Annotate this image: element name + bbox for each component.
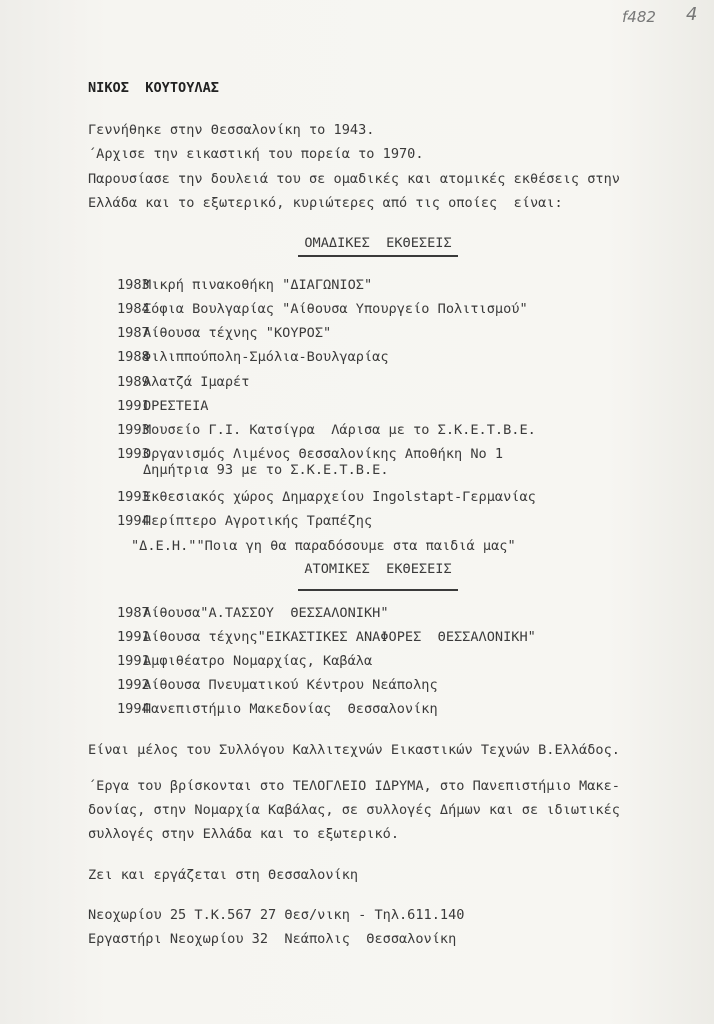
group-heading-underline: [298, 255, 458, 257]
exhibition-venue: Εκθεσιακός χώρος Δημαρχείου Ingolstapt-Γερμανίας: [143, 489, 536, 505]
intro-line: ΄Αρχισε την εικαστική του πορεία το 1970.: [88, 146, 424, 162]
exhibition-venue: Αμφιθέατρο Νομαρχίας, Καβάλα: [143, 653, 373, 669]
exhibition-venue: Σόφια Βουλγαρίας "Αίθουσα Υπουργείο Πολιτισμού": [143, 301, 528, 317]
exhibition-venue-continued: Δημήτρια 93 με το Σ.Κ.Ε.Τ.Β.Ε.: [143, 462, 389, 478]
handwritten-page-number: 4: [686, 4, 698, 25]
exhibition-venue: ΟΡΕΣΤΕΙΑ: [143, 398, 209, 414]
exhibition-year: 1992: [117, 677, 150, 693]
studio-address-line: Εργαστήρι Νεοχωρίου 32 Νεάπολις Θεσσαλονίκη: [88, 931, 457, 947]
exhibition-venue: Πανεπιστήμιο Μακεδονίας Θεσσαλονίκη: [143, 701, 438, 717]
group-heading: ΟΜΑΔΙΚΕΣ ΕΚΘΕΣΕΙΣ: [304, 235, 452, 251]
membership-line: Είναι μέλος του Συλλόγου Καλλιτεχνών Εικαστικών Τεχνών Β.Ελλάδος.: [88, 742, 620, 758]
exhibition-year: 1994: [117, 513, 150, 529]
works-line: δονίας, στην Νομαρχία Καβάλας, σε συλλογές Δήμων και σε ιδιωτικές: [88, 802, 620, 818]
exhibition-venue: Αίθουσα τέχνης "ΚΟΥΡΟΣ": [143, 325, 332, 341]
exhibition-year: 1989: [117, 374, 150, 390]
exhibition-year: 1988: [117, 349, 150, 365]
intro-line: Γεννήθηκε στην Θεσσαλονίκη το 1943.: [88, 122, 375, 138]
works-line: ΄Εργα του βρίσκονται στο ΤΕΛΟΓΛΕΙΟ ΙΔΡΥΜΑ, στο Πανεπιστήμιο Μακε-: [88, 778, 620, 794]
exhibition-venue: Φιλιππούπολη-Σμόλια-Βουλγαρίας: [143, 349, 389, 365]
exhibition-venue: Μουσείο Γ.Ι. Κατσίγρα Λάρισα με το Σ.Κ.Ε.Τ.Β.Ε.: [143, 422, 536, 438]
address-line: Νεοχωρίου 25 Τ.Κ.567 27 Θεσ/νικη - Τηλ.611.140: [88, 907, 465, 923]
solo-heading-underline: [298, 589, 458, 591]
works-line: συλλογές στην Ελλάδα και το εξωτερικό.: [88, 826, 399, 842]
exhibition-venue: Αίθουσα τέχνης"ΕΙΚΑΣΤΙΚΕΣ ΑΝΑΦΟΡΕΣ ΘΕΣΣΑΛΟΝΙΚΗ": [143, 629, 536, 645]
exhibition-year: 1991: [117, 653, 150, 669]
exhibition-venue: Αίθουσα Πνευματικού Κέντρου Νεάπολης: [143, 677, 438, 693]
solo-heading: ΑΤΟΜΙΚΕΣ ΕΚΘΕΣΕΙΣ: [304, 561, 452, 577]
intro-line: Παρουσίασε την δουλειά του σε ομαδικές και ατομικές εκθέσεις στην: [88, 171, 620, 187]
exhibition-venue: Αίθουσα"Α.ΤΑΣΣΟΥ ΘΕΣΣΑΛΟΝΙΚΗ": [143, 605, 389, 621]
exhibition-year: 1991: [117, 398, 150, 414]
exhibition-venue: Αλατζά Ιμαρέτ: [143, 374, 250, 390]
artist-name: ΝΙΚΟΣ ΚΟΥΤΟΥΛΑΣ: [88, 80, 219, 96]
exhibition-year: 1983: [117, 277, 150, 293]
exhibition-year: 1993: [117, 422, 150, 438]
group-extra-line: "Δ.Ε.Η.""Ποια γη θα παραδόσουμε στα παιδιά μας": [131, 538, 516, 554]
exhibition-year: 1991: [117, 629, 150, 645]
exhibition-year: 1993: [117, 446, 150, 462]
lives-line: Ζει και εργάζεται στη Θεσσαλονίκη: [88, 867, 359, 883]
exhibition-year: 1993: [117, 489, 150, 505]
exhibition-year: 1987: [117, 325, 150, 341]
exhibition-venue: Οργανισμός Λιμένος Θεσσαλονίκης Αποθήκη Νο 1: [143, 446, 504, 462]
exhibition-venue: Περίπτερο Αγροτικής Τραπέζης: [143, 513, 373, 529]
intro-line: Ελλάδα και το εξωτερικό, κυριώτερες από τις οποίες είναι:: [88, 195, 563, 211]
exhibition-year: 1984: [117, 301, 150, 317]
exhibition-venue: Μικρή πινακοθήκη "ΔΙΑΓΩΝΙΟΣ": [143, 277, 373, 293]
exhibition-year: 1987: [117, 605, 150, 621]
handwritten-ref: f482: [622, 8, 656, 26]
exhibition-year: 1994: [117, 701, 150, 717]
